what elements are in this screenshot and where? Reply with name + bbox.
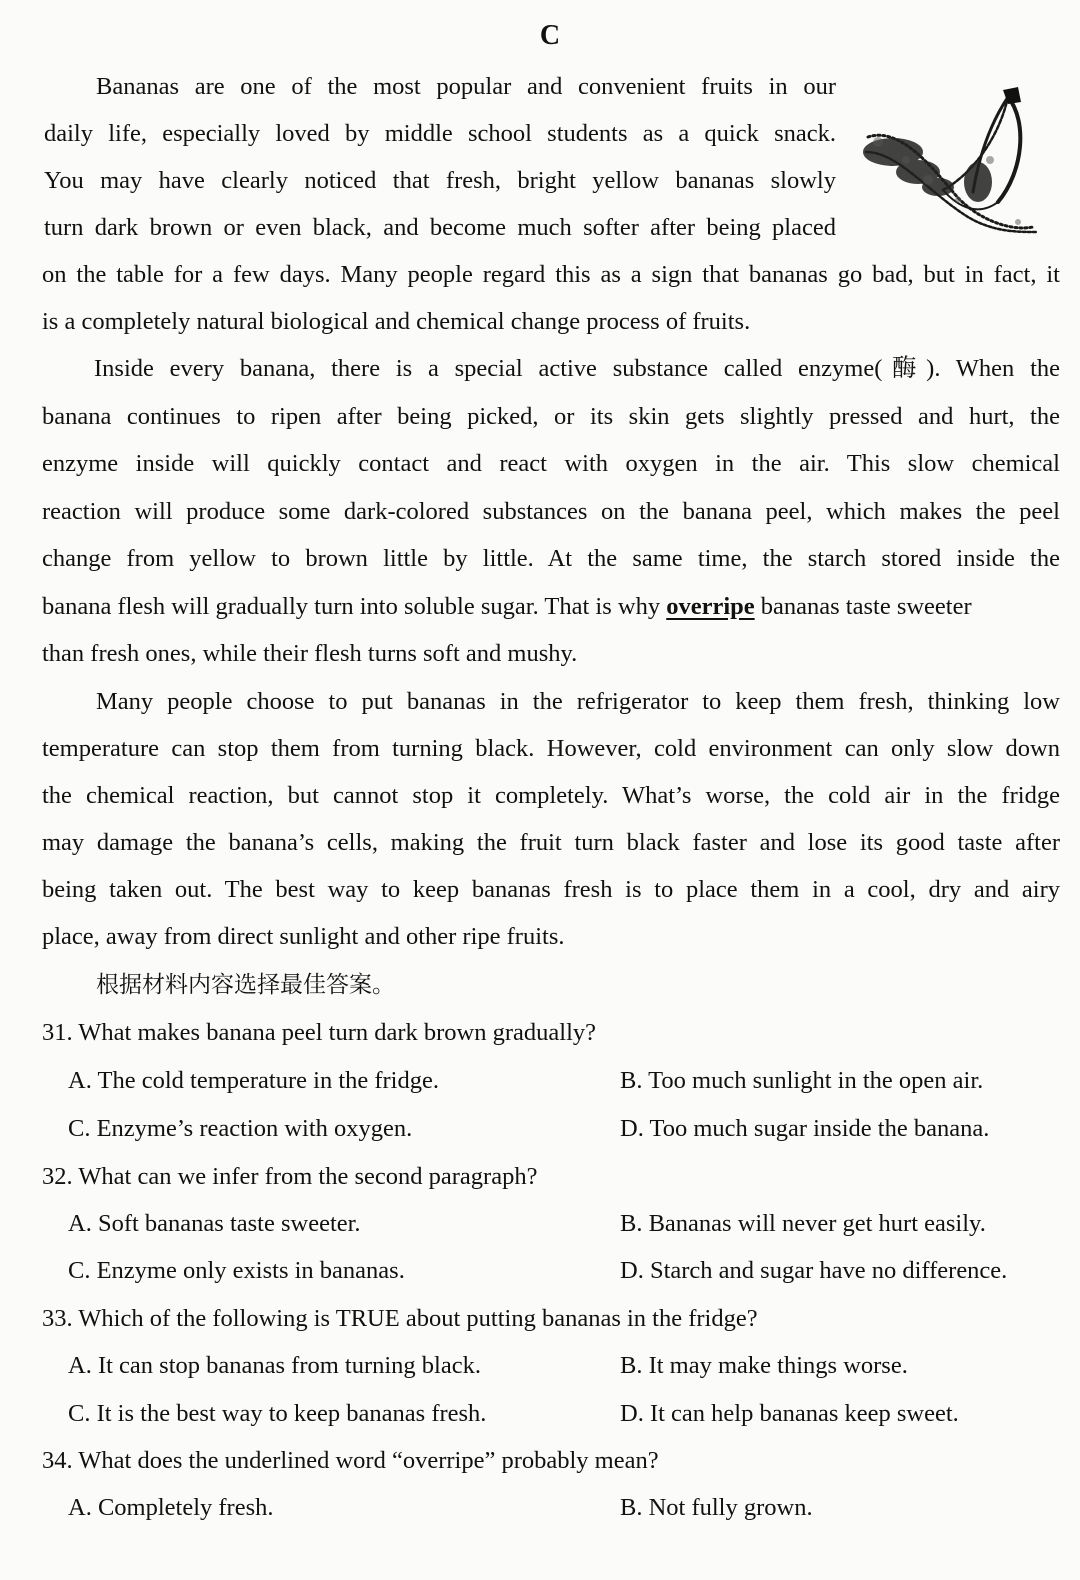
question-32-option-c[interactable]: C. Enzyme only exists in bananas. [68, 1257, 405, 1284]
question-33-option-d[interactable]: D. It can help bananas keep sweet. [620, 1400, 959, 1427]
instruction: 根据材料内容选择最佳答案。 [96, 972, 395, 998]
question-33-option-c[interactable]: C. It is the best way to keep bananas fresh. [68, 1400, 487, 1427]
question-31-option-d[interactable]: D. Too much sugar inside the banana. [620, 1115, 990, 1142]
p2-line-6 [42, 590, 1060, 624]
p2-line-4: reaction will produce some dark-colored substances on the banana peel, which makes the peel [42, 498, 1060, 525]
p2-line-1: Inside every banana, there is a special active substance called enzyme(酶). When the [94, 355, 1060, 382]
p1-line-3: You may have clearly noticed that fresh, bright yellow bananas slowly [44, 167, 836, 194]
question-31-stem: 31. What makes banana peel turn dark brown gradually? [42, 1019, 597, 1046]
p2-line-7: than fresh ones, while their flesh turns soft and mushy. [42, 640, 578, 667]
p2-line-3: enzyme inside will quickly contact and react with oxygen in the air. This slow chemical [42, 450, 1060, 477]
question-31-option-c[interactable]: C. Enzyme’s reaction with oxygen. [68, 1115, 413, 1142]
p3-line-2: temperature can stop them from turning black. However, cold environment can only slow down [42, 735, 1060, 762]
p2-line-5: change from yellow to brown little by little. At the same time, the starch stored inside the [42, 545, 1060, 572]
p1-line-1: Bananas are one of the most popular and convenient fruits in our [96, 73, 836, 100]
p3-line-6: place, away from direct sunlight and other ripe fruits. [42, 923, 565, 950]
section-label: C [539, 20, 561, 51]
question-34-option-b[interactable]: B. Not fully grown. [620, 1494, 813, 1521]
p3-line-3: the chemical reaction, but cannot stop it completely. What’s worse, the cold air in the fridge [42, 782, 1060, 809]
question-32-option-a[interactable]: A. Soft bananas taste sweeter. [68, 1210, 361, 1237]
question-31-option-a[interactable]: A. The cold temperature in the fridge. [68, 1067, 439, 1094]
p1-line-2: daily life, especially loved by middle school students as a quick snack. [44, 120, 836, 147]
question-33-option-a[interactable]: A. It can stop bananas from turning black. [68, 1352, 481, 1379]
question-34-stem: 34. What does the underlined word “overripe” probably mean? [42, 1447, 659, 1474]
question-33-option-b[interactable]: B. It may make things worse. [620, 1352, 908, 1379]
question-32-option-d[interactable]: D. Starch and sugar have no difference. [620, 1257, 1008, 1284]
p3-line-5: being taken out. The best way to keep bananas fresh is to place them in a cool, dry and airy [42, 876, 1060, 903]
question-32-stem: 32. What can we infer from the second paragraph? [42, 1163, 538, 1190]
p3-line-4: may damage the banana’s cells, making the fruit turn black faster and lose its good taste after [42, 829, 1060, 856]
underlined-word-overripe: overripe [666, 593, 755, 620]
p2-line-6-before: banana flesh will gradually turn into soluble sugar. That is why [42, 593, 667, 620]
p1-line-6: is a completely natural biological and chemical change process of fruits. [42, 308, 751, 335]
question-31-option-b[interactable]: B. Too much sunlight in the open air. [620, 1067, 984, 1094]
p3-line-1: Many people choose to put bananas in the refrigerator to keep them fresh, thinking low [96, 688, 1060, 715]
question-34-option-a[interactable]: A. Completely fresh. [68, 1494, 274, 1521]
banana-illustration [858, 82, 1038, 242]
question-33-stem: 33. Which of the following is TRUE about putting bananas in the fridge? [42, 1305, 758, 1332]
p2-line-2: banana continues to ripen after being picked, or its skin gets slightly pressed and hurt, the [42, 403, 1060, 430]
p1-line-4: turn dark brown or even black, and become much softer after being placed [44, 214, 836, 241]
p1-line-5: on the table for a few days. Many people regard this as a sign that bananas go bad, but in fact, it [42, 261, 1060, 288]
p2-line-6-after: bananas taste sweeter [754, 593, 972, 620]
question-32-option-b[interactable]: B. Bananas will never get hurt easily. [620, 1210, 986, 1237]
